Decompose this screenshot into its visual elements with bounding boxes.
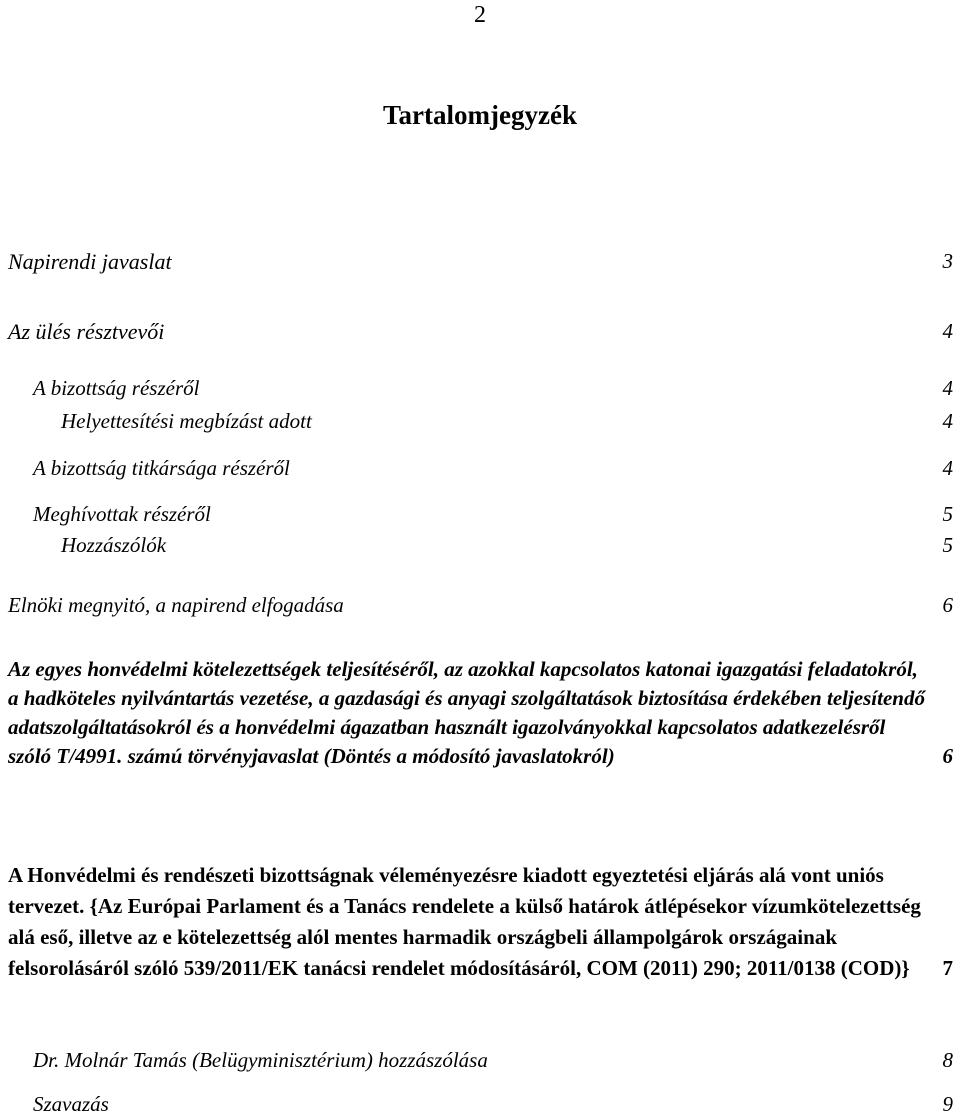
toc-entry-bizottsag-reszerol[interactable] xyxy=(33,374,953,403)
toc-entry-page: 6 xyxy=(942,593,953,617)
toc-entry-text: Helyettesítési megbízást adott xyxy=(61,409,312,433)
toc-entry-page: 9 xyxy=(942,1092,953,1116)
document-title: Tartalomjegyzék xyxy=(383,100,577,130)
toc-entry-text: Meghívottak részéről xyxy=(33,502,211,526)
toc-entry-meghivottak-reszerol[interactable] xyxy=(33,500,953,529)
toc-entry-helyettesitesi-megbizast-adott[interactable] xyxy=(61,407,953,436)
toc-entry-page: 8 xyxy=(942,1048,953,1072)
toc-entry-unios-tervezet[interactable] xyxy=(8,860,953,984)
toc-entry-text: Az ülés résztvevői xyxy=(8,319,165,344)
toc-entry-page: 5 xyxy=(942,533,953,557)
toc-entry-page: 4 xyxy=(942,409,953,433)
toc-entry-text: A bizottság titkársága részéről xyxy=(33,456,290,480)
toc-entry-honvedelmi-kotelezettsegek[interactable] xyxy=(8,655,953,771)
toc-entry-text: Napirendi javaslat xyxy=(8,249,172,274)
toc-entry-page: 3 xyxy=(942,249,953,273)
toc-entry-text: Dr. Molnár Tamás (Belügyminisztérium) hozzászólása xyxy=(33,1048,488,1072)
toc-entry-page: 4 xyxy=(942,319,953,343)
toc-entry-hozzaszolok[interactable] xyxy=(61,531,953,560)
toc-entry-page: 4 xyxy=(942,456,953,480)
toc-entry-az-ules-resztvevoi[interactable] xyxy=(8,317,953,346)
toc-entry-szavazas[interactable] xyxy=(33,1090,953,1119)
toc-entry-dr-molnar-tamas[interactable] xyxy=(33,1046,953,1075)
toc-entry-text: A bizottság részéről xyxy=(33,376,200,400)
toc-entry-bizottsag-titkarsaga-reszerol[interactable] xyxy=(33,454,953,483)
toc-entry-text: Az egyes honvédelmi kötelezettségek teljesítéséről, az azokkal kapcsolatos katonai igazgatási feladatokról, a hadköteles nyilvántartás vezetése, a gazdasági és anyagi szolgáltatások biztosítása érdekében teljesítendő adatszolgáltatásokról és a honvédelmi ágazatban használt igazolványokkal kapcsolatos adatkezelésről szóló T/4991. számú törvényjavaslat (Döntés a módosító javaslatokról) xyxy=(8,657,925,768)
toc-entry-text: Szavazás xyxy=(33,1092,109,1116)
toc-entry-elnoki-megnyito[interactable] xyxy=(8,591,953,620)
toc-entry-page: 6 xyxy=(942,744,953,768)
toc-entry-page: 7 xyxy=(942,956,953,980)
toc-entry-text: Hozzászólók xyxy=(61,533,167,557)
toc-entry-page: 5 xyxy=(942,502,953,526)
toc-entry-text: A Honvédelmi és rendészeti bizottságnak véleményezésre kiadott egyeztetési eljárás alá vont uniós tervezet. {Az Európai Parlament és a Tanács rendelete a külső határok átlépésekor vízumkötelezettség alá eső, illetve az e kötelezettség alól mentes harmadik országbeli állampolgárok országainak felsorolásáról szóló 539/2011/EK tanácsi rendelet módosításáról, COM (2011) 290; 2011/0138 (COD)} xyxy=(8,863,921,980)
toc-entry-page: 4 xyxy=(942,376,953,400)
page-number: 2 xyxy=(474,2,486,28)
toc-entry-napirendi-javaslat[interactable] xyxy=(8,247,953,276)
toc-entry-text: Elnöki megnyitó, a napirend elfogadása xyxy=(8,593,344,617)
